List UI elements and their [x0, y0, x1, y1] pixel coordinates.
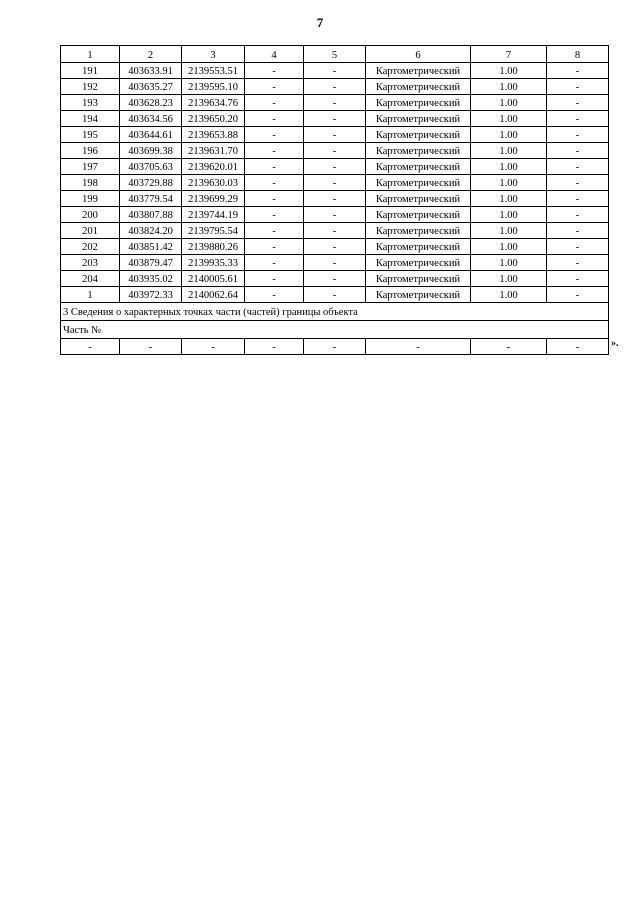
- table-header-row: [61, 46, 609, 63]
- table-cell: -: [366, 339, 471, 355]
- table-cell: 403634.56: [120, 111, 182, 127]
- table-cell: 1.00: [471, 143, 547, 159]
- table-cell: Картометрический: [366, 79, 471, 95]
- table-cell: -: [304, 339, 366, 355]
- table-cell: -: [245, 79, 304, 95]
- table-cell: -: [245, 255, 304, 271]
- table-cell: 1.00: [471, 63, 547, 79]
- table-cell: 202: [61, 239, 120, 255]
- table-cell: 1.00: [471, 127, 547, 143]
- table-cell: -: [245, 159, 304, 175]
- column-header: 6: [366, 46, 471, 63]
- table-cell: -: [547, 255, 609, 271]
- table-cell: 193: [61, 95, 120, 111]
- table-cell: 1: [61, 287, 120, 303]
- table-cell: 200: [61, 207, 120, 223]
- table-cell: -: [245, 287, 304, 303]
- column-header: 7: [471, 46, 547, 63]
- table-cell: 1.00: [471, 111, 547, 127]
- table-row: [61, 111, 609, 127]
- table-cell: 2139795.54: [182, 223, 245, 239]
- table-cell: -: [245, 223, 304, 239]
- table-cell: Картометрический: [366, 191, 471, 207]
- table-cell: Картометрический: [366, 255, 471, 271]
- table-row: [61, 159, 609, 175]
- page-number: 7: [316, 15, 324, 30]
- table-row: [61, 223, 609, 239]
- table-cell: 1.00: [471, 287, 547, 303]
- table-cell: -: [304, 239, 366, 255]
- table-cell: -: [245, 239, 304, 255]
- table-cell: 2139620.01: [182, 159, 245, 175]
- table-cell: 403851.42: [120, 239, 182, 255]
- table-cell: Картометрический: [366, 111, 471, 127]
- table-cell: -: [304, 271, 366, 287]
- table-cell: -: [547, 287, 609, 303]
- table-row: [61, 143, 609, 159]
- table-row: [61, 239, 609, 255]
- table-cell: -: [245, 63, 304, 79]
- table-cell: 1.00: [471, 79, 547, 95]
- table-cell: 1.00: [471, 223, 547, 239]
- table-cell: 2139634.76: [182, 95, 245, 111]
- table-cell: 2139631.70: [182, 143, 245, 159]
- table-cell: -: [245, 207, 304, 223]
- table-row: [61, 191, 609, 207]
- table-cell: -: [304, 143, 366, 159]
- table-cell: Картометрический: [366, 207, 471, 223]
- table-cell: 204: [61, 271, 120, 287]
- table-cell: -: [61, 339, 120, 355]
- table-cell: -: [245, 111, 304, 127]
- table-cell: Картометрический: [366, 95, 471, 111]
- table-cell: -: [304, 207, 366, 223]
- table-cell: -: [245, 127, 304, 143]
- table-body: [61, 46, 609, 355]
- table-cell: -: [245, 95, 304, 111]
- table-cell: 403935.02: [120, 271, 182, 287]
- table-cell: 403779.54: [120, 191, 182, 207]
- table-cell: -: [547, 191, 609, 207]
- section-title: 3 Сведения о характерных точках части (частей) границы объекта: [61, 303, 609, 321]
- table-cell: -: [547, 143, 609, 159]
- table-cell: 198: [61, 175, 120, 191]
- table-cell: 403705.63: [120, 159, 182, 175]
- table-cell: -: [182, 339, 245, 355]
- column-header: 4: [245, 46, 304, 63]
- table-cell: 403633.91: [120, 63, 182, 79]
- part-label: Часть №: [61, 321, 609, 339]
- table-cell: 2139935.33: [182, 255, 245, 271]
- table-cell: 2140005.61: [182, 271, 245, 287]
- table-cell: 1.00: [471, 239, 547, 255]
- table-cell: 2140062.64: [182, 287, 245, 303]
- table-cell: Картометрический: [366, 127, 471, 143]
- table-row: [61, 127, 609, 143]
- table-cell: 1.00: [471, 95, 547, 111]
- table-cell: -: [304, 95, 366, 111]
- table-cell: 403729.88: [120, 175, 182, 191]
- table-cell: 2139630.03: [182, 175, 245, 191]
- table-cell: -: [547, 207, 609, 223]
- table-cell: 2139653.88: [182, 127, 245, 143]
- table-cell: 403699.38: [120, 143, 182, 159]
- table-cell: -: [120, 339, 182, 355]
- table-row: [61, 63, 609, 79]
- table-cell: -: [304, 255, 366, 271]
- table-cell: 403644.61: [120, 127, 182, 143]
- table-cell: -: [245, 143, 304, 159]
- table-cell: -: [547, 111, 609, 127]
- table-cell: -: [245, 175, 304, 191]
- table-cell: -: [547, 159, 609, 175]
- table-cell: -: [547, 175, 609, 191]
- table-cell: 2139650.20: [182, 111, 245, 127]
- table-cell: 403972.33: [120, 287, 182, 303]
- table-cell: -: [304, 159, 366, 175]
- part-data-row: [61, 339, 609, 355]
- table-cell: 2139595.10: [182, 79, 245, 95]
- table-cell: -: [547, 223, 609, 239]
- table-cell: -: [547, 63, 609, 79]
- table-cell: Картометрический: [366, 223, 471, 239]
- table-cell: -: [245, 191, 304, 207]
- table-cell: Картометрический: [366, 63, 471, 79]
- table-cell: 1.00: [471, 271, 547, 287]
- table-row: [61, 207, 609, 223]
- table-cell: -: [304, 175, 366, 191]
- table-cell: Картометрический: [366, 271, 471, 287]
- table-cell: -: [304, 79, 366, 95]
- table-cell: -: [304, 223, 366, 239]
- table-cell: 403807.88: [120, 207, 182, 223]
- coordinates-table-container: [60, 45, 608, 355]
- table-cell: 403879.47: [120, 255, 182, 271]
- table-cell: 197: [61, 159, 120, 175]
- table-cell: 196: [61, 143, 120, 159]
- table-row: [61, 95, 609, 111]
- column-header: 1: [61, 46, 120, 63]
- table-cell: 2139744.19: [182, 207, 245, 223]
- table-cell: -: [547, 239, 609, 255]
- coordinates-table: [60, 45, 609, 355]
- table-cell: 191: [61, 63, 120, 79]
- table-row: [61, 287, 609, 303]
- table-cell: 201: [61, 223, 120, 239]
- table-cell: 1.00: [471, 207, 547, 223]
- table-cell: -: [547, 95, 609, 111]
- table-cell: -: [547, 339, 609, 355]
- table-cell: 2139699.29: [182, 191, 245, 207]
- table-row: [61, 271, 609, 287]
- table-cell: 203: [61, 255, 120, 271]
- table-cell: 1.00: [471, 175, 547, 191]
- table-cell: -: [304, 127, 366, 143]
- table-cell: 403628.23: [120, 95, 182, 111]
- table-cell: 2139880.26: [182, 239, 245, 255]
- table-cell: Картометрический: [366, 143, 471, 159]
- part-label-row: [61, 321, 609, 339]
- table-cell: -: [304, 191, 366, 207]
- table-cell: 1.00: [471, 159, 547, 175]
- table-cell: -: [245, 339, 304, 355]
- table-cell: Картометрический: [366, 159, 471, 175]
- table-cell: -: [304, 111, 366, 127]
- table-cell: -: [547, 271, 609, 287]
- table-cell: -: [471, 339, 547, 355]
- table-cell: Картометрический: [366, 287, 471, 303]
- table-cell: -: [304, 63, 366, 79]
- table-row: [61, 79, 609, 95]
- table-cell: -: [245, 271, 304, 287]
- table-cell: 1.00: [471, 191, 547, 207]
- table-cell: 2139553.51: [182, 63, 245, 79]
- closing-quote: ».: [611, 338, 619, 349]
- column-header: 3: [182, 46, 245, 63]
- column-header: 5: [304, 46, 366, 63]
- table-cell: 199: [61, 191, 120, 207]
- table-cell: -: [547, 127, 609, 143]
- table-cell: 192: [61, 79, 120, 95]
- column-header: 8: [547, 46, 609, 63]
- table-cell: -: [304, 287, 366, 303]
- table-row: [61, 175, 609, 191]
- table-cell: 194: [61, 111, 120, 127]
- table-row: [61, 255, 609, 271]
- table-cell: 403635.27: [120, 79, 182, 95]
- section-title-row: [61, 303, 609, 321]
- column-header: 2: [120, 46, 182, 63]
- table-cell: -: [547, 79, 609, 95]
- table-cell: 1.00: [471, 255, 547, 271]
- table-cell: 403824.20: [120, 223, 182, 239]
- table-cell: Картометрический: [366, 175, 471, 191]
- table-cell: Картометрический: [366, 239, 471, 255]
- table-cell: 195: [61, 127, 120, 143]
